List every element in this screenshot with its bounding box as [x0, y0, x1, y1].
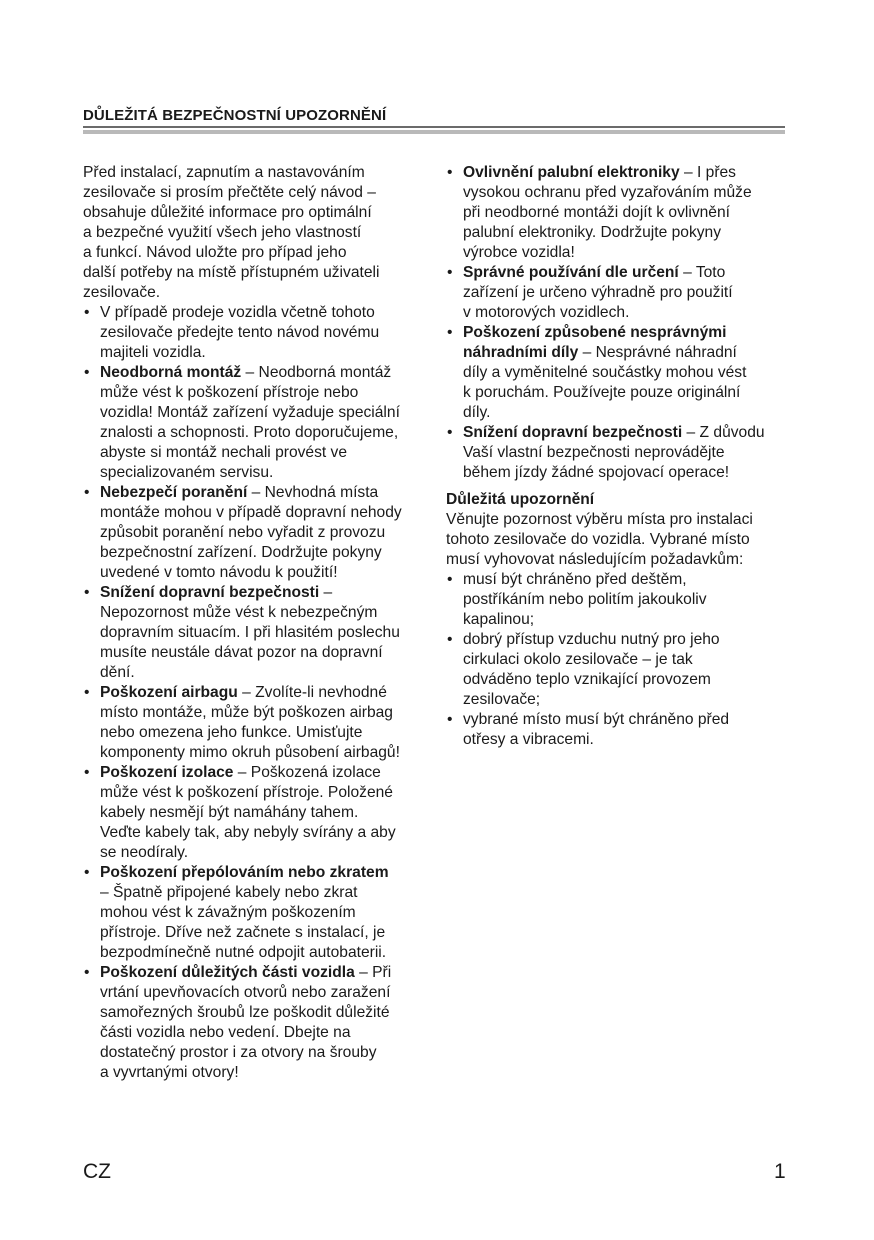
requirements-list [446, 570, 791, 750]
title-rule-dark [83, 126, 785, 128]
section-heading: Důležitá upozornění [446, 491, 595, 508]
list-item: • Snížení dopravní bezpečnosti – Nepozornost může vést k nebezpečným dopravním situacím. I při hlasitém poslechu musíte neustále dávat pozor na dopravní dění. [83, 583, 428, 683]
intro-paragraph: Před instalací, zapnutím a nastavováním zesilovače si prosím přečtěte celý návod – obsahuje důležité informace pro optimální a bezpečné využití všech jeho vlastností a funkcí. Návod uložte pro případ jeho další potřeby na místě přístupném uživateli zesilovače. [83, 164, 380, 301]
list-item: • Ovlivnění palubní elektroniky – I přes vysokou ochranu před vyzařováním může při neodborné montáži dojít k ovlivnění palubní elektroniky. Dodržujte pokyny výrobce vozidla! [446, 163, 791, 263]
list-item: • vybrané místo musí být chráněno před otřesy a vibracemi. [446, 710, 791, 750]
warning-list-left [83, 303, 428, 1083]
warning-list-right [446, 163, 791, 483]
list-item: • Snížení dopravní bezpečnosti – Z důvodu Vaší vlastní bezpečnosti neprovádějte během jízdy žádné spojovací operace! [446, 423, 791, 483]
list-item: • Poškození airbagu – Zvolíte-li nevhodné místo montáže, může být poškozen airbag nebo omezena jeho funkce. Umisťujte komponenty mimo okruh působení airbagů! [83, 683, 428, 763]
left-column [83, 163, 428, 1083]
list-item: • dobrý přístup vzduchu nutný pro jeho cirkulaci okolo zesilovače – je tak odváděno teplo vznikající provozem zesilovače; [446, 630, 791, 710]
list-item: • Neodborná montáž – Neodborná montáž může vést k poškození přístroje nebo vozidla! Montáž zařízení vyžaduje speciální znalosti a schopnosti. Proto doporučujeme, abyste si montáž nechali provést ve specializovaném servisu. [83, 363, 428, 483]
language-code: CZ [83, 1160, 111, 1183]
list-item: • Správné používání dle určení – Toto zařízení je určeno výhradně pro použití v motorových vozidlech. [446, 263, 791, 323]
page-number: 1 [774, 1160, 786, 1183]
title-rule-light [83, 130, 785, 134]
list-item: • musí být chráněno před deštěm, postříkáním nebo politím jakoukoliv kapalinou; [446, 570, 791, 630]
list-item: • Nebezpečí poranění – Nevhodná místa montáže mohou v případě dopravní nehody způsobit poranění nebo vyřadit z provozu bezpečnostní zařízení. Dodržujte pokyny uvedené v tomto návodu k použití! [83, 483, 428, 583]
list-item: • Poškození způsobené nesprávnými náhradními díly – Nesprávné náhradní díly a vyměnitelné součástky mohou vést k poruchám. Používejte pouze originální díly. [446, 323, 791, 423]
page-title: DŮLEŽITÁ BEZPEČNOSTNÍ UPOZORNĚNÍ [83, 107, 387, 124]
spacer [446, 483, 791, 490]
list-item: • Poškození izolace – Poškozená izolace může vést k poškození přístroje. Položené kabely nesmějí být namáhány tahem. Veďte kabely tak, aby nebyly svírány a aby se neodíraly. [83, 763, 428, 863]
list-item: • Poškození důležitých části vozidla – Při vrtání upevňovacích otvorů nebo zaražení samořezných šroubů lze poškodit důležité části vozidla nebo vedení. Dbejte na dostatečný prostor i za otvory na šrouby a vyvrtanými otvory! [83, 963, 428, 1083]
list-item: • Poškození přepólováním nebo zkratem – Špatně připojené kabely nebo zkrat mohou vést k závažným poškozením přístroje. Dříve než začnete s instalací, je bezpodmínečně nutné odpojit autobaterii. [83, 863, 428, 963]
section-paragraph: Věnujte pozornost výběru místa pro instalaci tohoto zesilovače do vozidla. Vybrané místo musí vyhovovat následujícím požadavkům: [446, 511, 753, 568]
right-column [446, 163, 791, 750]
list-item: • V případě prodeje vozidla včetně tohoto zesilovače předejte tento návod novému majiteli vozidla. [83, 303, 428, 363]
